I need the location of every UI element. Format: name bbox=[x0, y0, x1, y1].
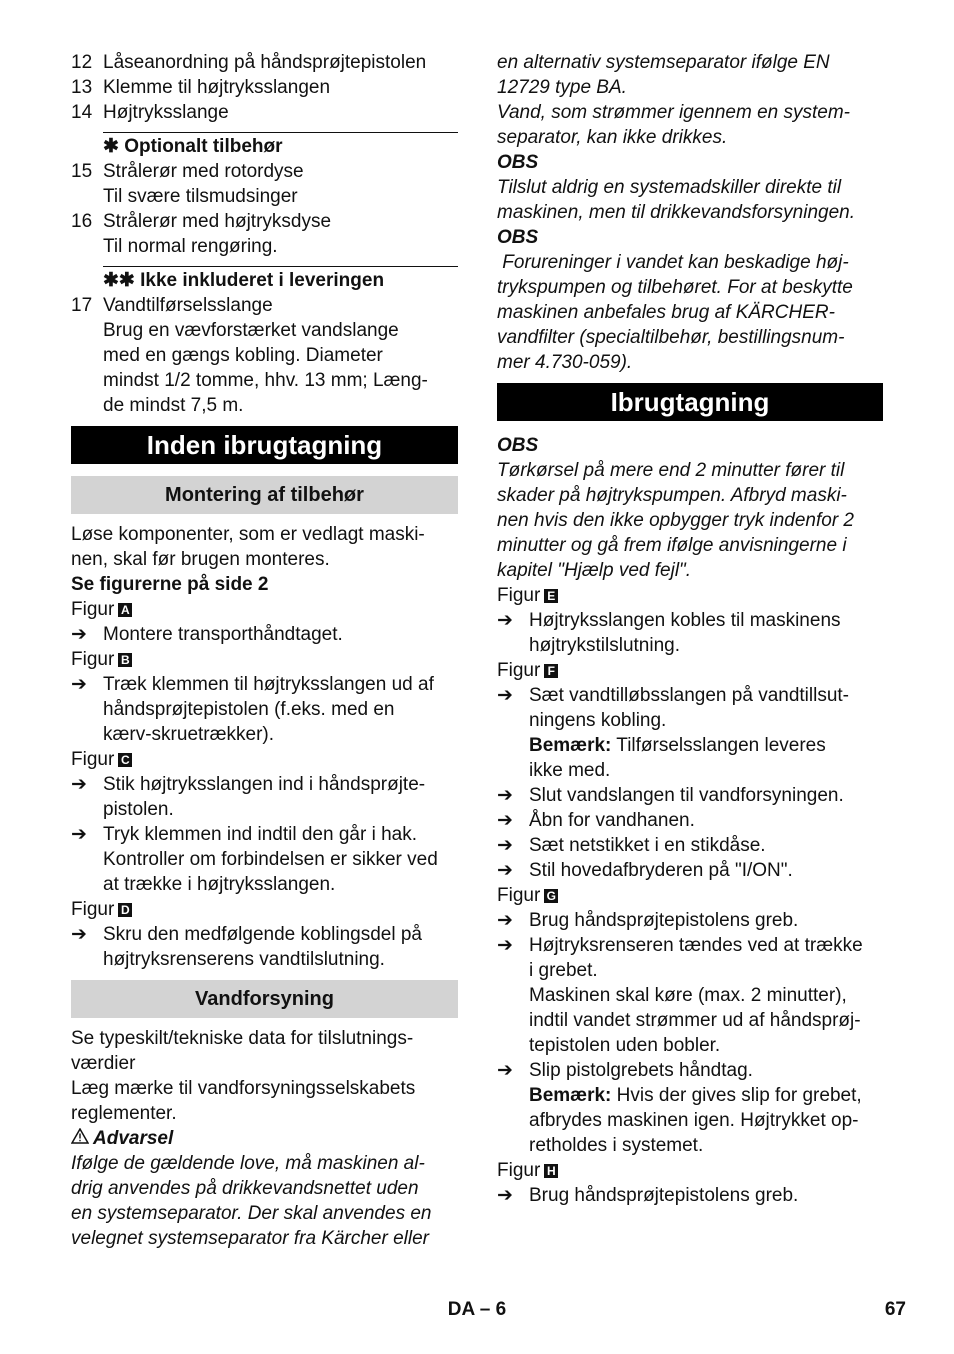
mount-intro bbox=[71, 522, 458, 572]
arrow-icon: ➔ bbox=[497, 860, 513, 881]
text-line: Højtryksrenseren tændes ved at trække bbox=[529, 935, 863, 956]
list-number: 14 bbox=[71, 102, 93, 123]
separator-line bbox=[103, 132, 458, 133]
figure-letter-icon: C bbox=[118, 753, 132, 767]
text-line: Tilslut aldrig en systemadskiller direkte til bbox=[497, 177, 842, 198]
text-line: i grebet. bbox=[529, 960, 598, 981]
text-line: trykspumpen og tilbehøret. For at beskytte bbox=[497, 277, 853, 298]
subsection-heading: Vandforsyning bbox=[71, 980, 458, 1018]
figure-label: Figur E bbox=[497, 583, 883, 608]
figure-label: Figur H bbox=[497, 1158, 883, 1183]
text-line: de mindst 7,5 m. bbox=[103, 395, 244, 416]
list-item bbox=[71, 75, 458, 100]
text-line: Tryk klemmen ind indtil den går i hak. bbox=[103, 824, 417, 845]
text-line: med en gængs kobling. Diameter bbox=[103, 345, 383, 366]
text-line: separator, kan ikke drikkes. bbox=[497, 127, 728, 148]
step-item: ➔ Brug håndsprøjtepistolens greb. bbox=[497, 1185, 799, 1206]
water-paragraph bbox=[71, 1026, 458, 1076]
section-heading: Ibrugtagning bbox=[497, 383, 883, 421]
text-line: velegnet systemseparator fra Kärcher eller bbox=[71, 1228, 429, 1249]
text-line: Løse komponenter, som er vedlagt maski- bbox=[71, 524, 425, 545]
warning-icon bbox=[71, 1126, 93, 1151]
list-item bbox=[71, 50, 458, 75]
text-line: kapitel "Hjælp ved fejl". bbox=[497, 560, 692, 581]
text-line: håndsprøjtepistolen (f.eks. med en bbox=[103, 699, 395, 720]
step-item: ➔ Slip pistolgrebets håndtag. Bemærk: Hvis der gives slip for grebet, afbrydes maskinen igen. Højtrykket op- retholdes i systemet. bbox=[497, 1060, 862, 1156]
arrow-icon: ➔ bbox=[497, 1060, 513, 1081]
text-line: Maskinen skal køre (max. 2 minutter), bbox=[529, 985, 847, 1006]
list-text: Låseanordning på håndsprøjtepistolen bbox=[103, 52, 427, 73]
subsection-heading: Montering af tilbehør bbox=[71, 476, 458, 514]
text-line: Stik højtryksslangen ind i håndsprøjte- bbox=[103, 774, 426, 795]
continued-text bbox=[497, 50, 883, 150]
step-item bbox=[497, 608, 883, 658]
figure-letter-icon: H bbox=[544, 1164, 558, 1178]
text-line: kærv-skruetrækker). bbox=[103, 724, 275, 745]
step-item bbox=[71, 922, 458, 972]
step-item: ➔ Stil hovedafbryderen på "I/ON". bbox=[497, 860, 793, 881]
footer-section-label: DA – 6 bbox=[447, 1299, 507, 1320]
obs-label: OBS bbox=[497, 227, 539, 248]
arrow-icon: ➔ bbox=[497, 835, 513, 856]
figure-label: Figur C bbox=[71, 747, 458, 772]
text-line: maskinen anbefales brug af KÄRCHER- bbox=[497, 302, 835, 323]
left-column bbox=[71, 50, 458, 1251]
text-line: at trække i højtryksslangen. bbox=[103, 874, 336, 895]
obs-text bbox=[497, 175, 883, 225]
list-text: Højtryksslange bbox=[103, 102, 229, 123]
text-line: mer 4.730-059). bbox=[497, 352, 633, 373]
arrow-icon: ➔ bbox=[497, 1185, 513, 1206]
arrow-icon: ➔ bbox=[71, 924, 87, 945]
figure-label: Figur B bbox=[71, 647, 458, 672]
text-line: en alternativ systemseparator ifølge EN bbox=[497, 52, 830, 73]
step-item: ➔ Brug håndsprøjtepistolens greb. bbox=[497, 910, 799, 931]
arrow-icon: ➔ bbox=[497, 610, 513, 631]
text-line: pistolen. bbox=[103, 799, 174, 820]
not-included-heading: ✱✱ Ikke inkluderet i leveringen bbox=[103, 270, 385, 291]
text-line: 12729 type BA. bbox=[497, 77, 627, 98]
see-figures-note: Se figurerne på side 2 bbox=[71, 574, 269, 595]
list-text: Strålerør med højtryksdyse bbox=[103, 211, 332, 232]
arrow-icon: ➔ bbox=[71, 824, 87, 845]
list-number: 15 bbox=[71, 161, 93, 182]
text-line: Brug en vævforstærket vandslange bbox=[103, 320, 399, 341]
step-item: ➔ Åbn for vandhanen. bbox=[497, 810, 695, 831]
text-line: Træk klemmen til højtryksslangen ud af bbox=[103, 674, 434, 695]
arrow-icon: ➔ bbox=[497, 685, 513, 706]
text-line: reglementer. bbox=[71, 1103, 177, 1124]
obs-label: OBS bbox=[497, 435, 539, 456]
text-line: Vand, som strømmer igennem en system- bbox=[497, 102, 851, 123]
figure-letter-icon: F bbox=[544, 664, 558, 678]
step-item bbox=[71, 672, 458, 747]
separator-line bbox=[103, 266, 458, 267]
page-number: 67 bbox=[884, 1299, 906, 1320]
list-item bbox=[71, 100, 458, 125]
list-number: 16 bbox=[71, 211, 93, 232]
list-subtext: Til svære tilsmudsinger bbox=[103, 186, 298, 207]
figure-letter-icon: G bbox=[544, 889, 558, 903]
text-line: Forureninger i vandet kan beskadige høj- bbox=[497, 252, 849, 273]
arrow-icon: ➔ bbox=[497, 785, 513, 806]
list-subtext: Til normal rengøring. bbox=[103, 236, 278, 257]
list-text: Strålerør med rotordyse bbox=[103, 161, 304, 182]
figure-letter-icon: B bbox=[118, 653, 132, 667]
step-item: ➔ Sæt vandtilløbsslangen på vandtillsut- ningens kobling. Bemærk: Tilførselsslangen leveres ikke med. bbox=[497, 683, 883, 783]
step-item bbox=[497, 933, 883, 1058]
text-line: minutter og gå frem ifølge anvisningerne i bbox=[497, 535, 847, 556]
warning-heading: Advarsel bbox=[71, 1126, 458, 1151]
section-heading: Inden ibrugtagning bbox=[71, 426, 458, 464]
list-text: Klemme til højtryksslangen bbox=[103, 77, 331, 98]
text-line: Skru den medfølgende koblingsdel på bbox=[103, 924, 422, 945]
arrow-icon: ➔ bbox=[71, 674, 87, 695]
text-line: Montere transporthåndtaget. bbox=[103, 624, 343, 645]
text-line: drig anvendes på drikkevandsnettet uden bbox=[71, 1178, 419, 1199]
arrow-icon: ➔ bbox=[497, 910, 513, 931]
text-line: Tørkørsel på mere end 2 minutter fører til bbox=[497, 460, 845, 481]
text-line: en systemseparator. Der skal anvendes en bbox=[71, 1203, 432, 1224]
figure-letter-icon: A bbox=[118, 603, 132, 617]
step-item bbox=[71, 822, 458, 897]
step-item: ➔ Sæt netstikket i en stikdåse. bbox=[497, 835, 766, 856]
step-item: ➔ Slut vandslangen til vandforsyningen. bbox=[497, 785, 844, 806]
text-line: vandfilter (specialtilbehør, bestillingsnum- bbox=[497, 327, 845, 348]
figure-letter-icon: D bbox=[118, 903, 132, 917]
text-line: nen, skal før brugen monteres. bbox=[71, 549, 330, 570]
text-line: indtil vandet strømmer ud af håndsprøj- bbox=[529, 1010, 861, 1031]
obs-text bbox=[497, 458, 883, 583]
text-line: Se typeskilt/tekniske data for tilslutnings- bbox=[71, 1028, 414, 1049]
water-paragraph bbox=[71, 1076, 458, 1126]
list-item: 17 Vandtilførselsslange bbox=[71, 295, 273, 316]
arrow-icon: ➔ bbox=[497, 935, 513, 956]
text-line: ningens kobling. bbox=[529, 710, 667, 731]
item17-description bbox=[71, 318, 458, 418]
text-line: Læg mærke til vandforsyningsselskabets bbox=[71, 1078, 416, 1099]
list-item bbox=[71, 159, 458, 184]
text-line: tepistolen uden bobler. bbox=[529, 1035, 721, 1056]
text-line: højtrykstilslutning. bbox=[529, 635, 680, 656]
arrow-icon: ➔ bbox=[71, 624, 87, 645]
right-column bbox=[497, 50, 883, 1208]
warning-text bbox=[71, 1151, 458, 1251]
text-line: maskinen, men til drikkevandsforsyningen. bbox=[497, 202, 856, 223]
text-line: skader på højtrykspumpen. Afbryd maski- bbox=[497, 485, 847, 506]
list-number: 12 bbox=[71, 52, 93, 73]
step-item bbox=[71, 772, 458, 822]
text-line: nen hvis den ikke opbygger tryk indenfor 2 bbox=[497, 510, 854, 531]
text-line: Sæt vandtilløbsslangen på vandtillsut- bbox=[529, 685, 850, 706]
figure-letter-icon: E bbox=[544, 589, 558, 603]
text-line: Ifølge de gældende love, må maskinen al- bbox=[71, 1153, 425, 1174]
text-line: Højtryksslangen kobles til maskinens bbox=[529, 610, 841, 631]
list-item bbox=[71, 209, 458, 234]
text-line: værdier bbox=[71, 1053, 136, 1074]
list-number: 13 bbox=[71, 77, 93, 98]
text-line: mindst 1/2 tomme, hhv. 13 mm; Læng- bbox=[103, 370, 428, 391]
text-line: Kontroller om forbindelsen er sikker ved bbox=[103, 849, 438, 870]
text-line: højtryksrenserens vandtilslutning. bbox=[103, 949, 385, 970]
optional-heading: ✱ Optionalt tilbehør bbox=[103, 136, 283, 157]
figure-label: Figur F bbox=[497, 658, 883, 683]
figure-label: Figur D bbox=[71, 897, 458, 922]
figure-label: Figur G bbox=[497, 883, 883, 908]
obs-label: OBS bbox=[497, 152, 539, 173]
arrow-icon: ➔ bbox=[71, 774, 87, 795]
arrow-icon: ➔ bbox=[497, 810, 513, 831]
figure-label: Figur A bbox=[71, 597, 458, 622]
step-item bbox=[71, 622, 458, 647]
obs-text bbox=[497, 250, 883, 375]
